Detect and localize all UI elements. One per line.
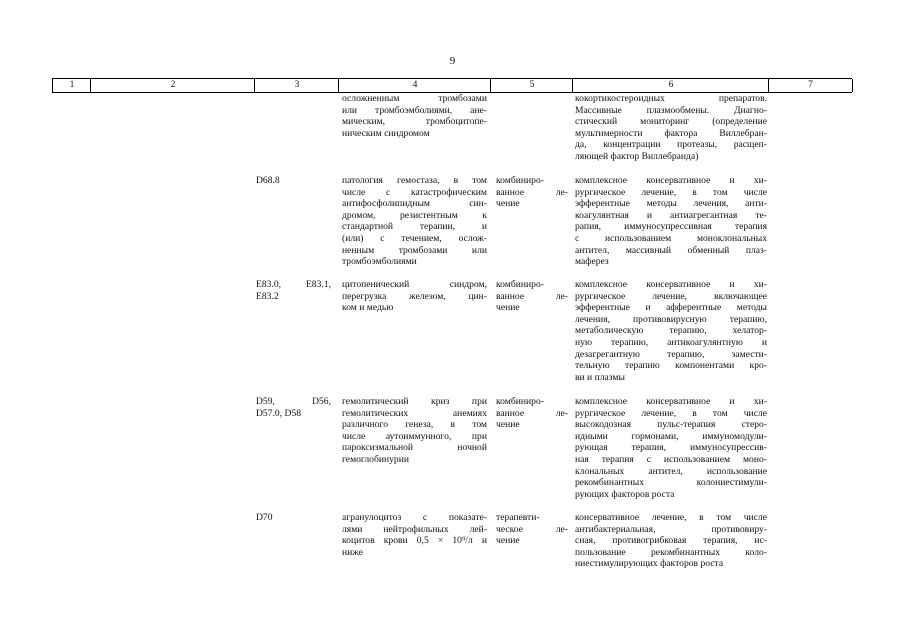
column-header-5: 5 (490, 79, 573, 92)
text-line: антифосфолипидным син- (342, 198, 487, 210)
text-line: пароксизмальной ночной (342, 442, 487, 454)
column-header-7: 7 (768, 79, 853, 92)
treatment-cell (575, 175, 767, 268)
text-line: E83.0, E83.1, (256, 279, 331, 290)
text-line: гемоглобинурии (342, 453, 409, 465)
condition-cell (342, 396, 487, 466)
text-line: сная, противогрибковая терапия, ис- (575, 535, 767, 547)
column-header-1: 1 (52, 79, 91, 92)
text-line: маферез (575, 256, 609, 268)
text-line: рующих факторов роста (575, 488, 675, 500)
treatment-cell (575, 93, 767, 163)
treatment-cell (575, 512, 767, 570)
text-line: патология гемостаза, в том (342, 175, 487, 186)
text-line: агранулоцитоз с показате- (342, 512, 487, 523)
text-line: ческое ле- (496, 523, 568, 535)
text-line: комбиниро- (496, 396, 544, 407)
text-line: кокортикостероидных препаратов. (575, 93, 767, 104)
text-line: антител, массивный обменный плаз- (575, 244, 767, 256)
text-line: с использованием моноклональных (575, 232, 767, 244)
code-cell (256, 512, 331, 524)
condition-cell (342, 175, 487, 268)
text-line: эфферентные методы лечения, анти- (575, 198, 767, 210)
text-line: цитопенический синдром, (342, 279, 487, 290)
text-line: стандартной терапии, и (342, 221, 487, 233)
text-line: ную терапию, антикоагулянтную и (575, 336, 767, 348)
condition-cell (342, 93, 487, 139)
text-line: коагулянтная и антиагрегантная те- (575, 209, 767, 221)
text-line: стический мониторинг (определение (575, 116, 767, 128)
text-line: тельную терапию компонентами кро- (575, 360, 767, 372)
text-line: ванное ле- (496, 407, 568, 419)
text-line: мическим, тромбоцитопе- (342, 116, 487, 128)
column-header-3: 3 (254, 79, 339, 92)
text-line: D68.8 (256, 175, 280, 186)
method-cell (496, 279, 568, 314)
text-line: коцитов крови 0,5 × 10⁹/л и (342, 535, 487, 547)
text-line: гемолитических анемиях (342, 407, 487, 419)
text-line: чение (496, 419, 520, 431)
text-line: дезагрегантную терапию, замести- (575, 348, 767, 360)
table-header (52, 78, 852, 93)
text-line: рующая терапия, иммуносупрессив- (575, 442, 767, 454)
text-line: комплексное консервативное и хи- (575, 175, 767, 186)
text-line: рургическое лечение, в том числе (575, 186, 767, 198)
code-cell (256, 175, 331, 187)
text-line: чение (496, 302, 520, 314)
text-line: антибактериальная, противовиру- (575, 523, 767, 535)
text-line: рургическое лечение, включающее (575, 290, 767, 302)
text-line: дромом, резистентным к (342, 209, 487, 221)
text-line: метаболическую терапию, хелатор- (575, 325, 767, 337)
text-line: высокодозная пульс-терапия стеро- (575, 419, 767, 431)
text-line: идными гормонами, иммуномодули- (575, 430, 767, 442)
text-line: ненным тромбозами или (342, 244, 487, 256)
text-line: пользование рекомбинантных коло- (575, 546, 767, 558)
text-line: консервативное лечение, в том числе (575, 512, 767, 523)
column-header-6: 6 (572, 79, 769, 92)
text-line: D59, D56, (256, 396, 331, 407)
text-line: ническим синдромом (342, 127, 430, 139)
column-header-4: 4 (338, 79, 491, 92)
condition-cell (342, 279, 487, 314)
text-line: D70 (256, 512, 273, 523)
text-line: комплексное консервативное и хи- (575, 279, 767, 290)
method-cell (496, 512, 568, 547)
text-line: эфферентные и афферентные методы (575, 302, 767, 314)
text-line: комбиниро- (496, 279, 544, 290)
text-line: рекомбинантных колониестимули- (575, 477, 767, 489)
text-line: гемолитический криз при (342, 396, 487, 407)
text-line: комплексное консервативное и хи- (575, 396, 767, 407)
text-line: ная терапия с использованием моно- (575, 453, 767, 465)
text-line: ванное ле- (496, 290, 568, 302)
text-line: лечения, противовирусную терапию, (575, 313, 767, 325)
text-line: Массивные плазмообмены. Диагно- (575, 104, 767, 116)
method-cell (496, 396, 568, 431)
column-header-2: 2 (90, 79, 255, 92)
text-line: ляющей фактор Виллебранда) (575, 150, 699, 162)
text-line: или тромбоэмболиями, ане- (342, 104, 487, 116)
text-line: терапевти- (496, 512, 540, 523)
text-line: E83.2 (256, 290, 279, 302)
text-line: ви и плазмы (575, 371, 625, 383)
text-line: осложненным тромбозами (342, 93, 487, 104)
code-cell (256, 279, 331, 302)
text-line: (или) с течением, ослож- (342, 232, 487, 244)
text-line: клональных антител, использование (575, 465, 767, 477)
text-line: рапия, иммуносупрессивная терапия (575, 221, 767, 233)
text-line: различного генеза, в том (342, 419, 487, 431)
page-number: 9 (449, 55, 456, 67)
text-line: чение (496, 198, 520, 210)
text-line: да, концентрации протеазы, расщеп- (575, 139, 767, 151)
text-line: ком и медью (342, 302, 394, 314)
text-line: ниже (342, 546, 364, 558)
text-line: мультимерности фактора Виллебран- (575, 127, 767, 139)
treatment-cell (575, 279, 767, 383)
method-cell (496, 175, 568, 210)
text-line: ванное ле- (496, 186, 568, 198)
text-line: перегрузка железом, цин- (342, 290, 487, 302)
text-line: лями нейтрофильных лей- (342, 523, 487, 535)
code-cell (256, 396, 331, 419)
text-line: ниестимулирующих факторов роста (575, 558, 724, 570)
text-line: рургическое лечение, в том числе (575, 407, 767, 419)
text-line: тромбоэмболиями (342, 256, 417, 268)
condition-cell (342, 512, 487, 558)
treatment-cell (575, 396, 767, 500)
text-line: чение (496, 535, 520, 547)
text-line: числе с катастрофическим (342, 186, 487, 198)
text-line: числе аутоиммунного, при (342, 430, 487, 442)
text-line: комбиниро- (496, 175, 544, 186)
text-line: D57.0, D58 (256, 407, 302, 419)
